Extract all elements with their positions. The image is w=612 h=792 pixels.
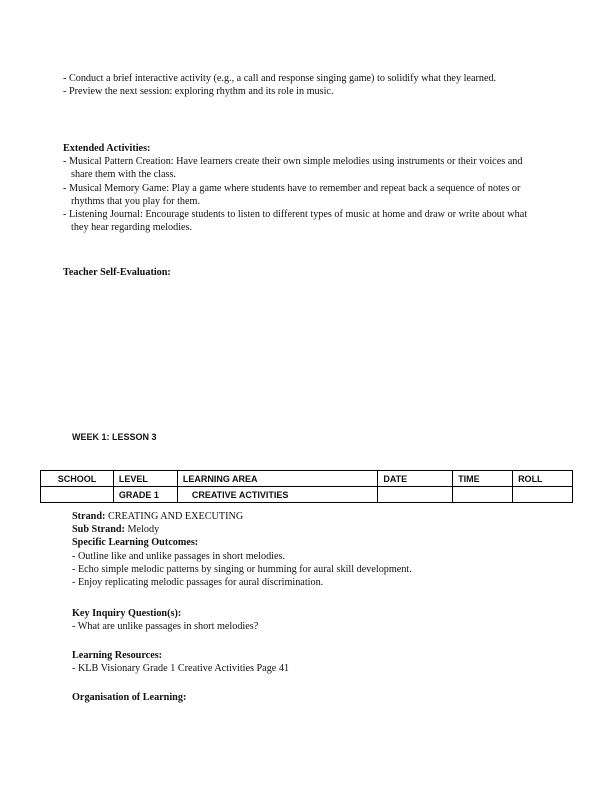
key-inquiry-heading: Key Inquiry Question(s): [72, 608, 182, 619]
strand-line [72, 510, 552, 523]
cell-level: GRADE 1 [113, 487, 177, 503]
list-item: - Musical Pattern Creation: Have learners create their own simple melodies using instruments or their voices and share them with the class. [63, 156, 523, 181]
learning-resources-section [72, 649, 552, 675]
cell-time [453, 487, 513, 503]
cell-learning-area: CREATIVE ACTIVITIES [177, 487, 378, 503]
sub-strand-value: Melody [127, 524, 160, 536]
extended-activities-heading: Extended Activities: [63, 143, 151, 154]
key-inquiry-section [72, 607, 552, 633]
list-item: - Conduct a brief interactive activity (e.g., a call and response singing game) to solidify what they learned. [63, 73, 497, 84]
sub-strand-label: Sub Strand: [72, 524, 125, 536]
header-school: SCHOOL [41, 471, 114, 487]
outcomes-heading: Specific Learning Outcomes: [72, 537, 199, 549]
sub-strand-line [72, 523, 552, 536]
header-level: LEVEL [113, 471, 177, 487]
list-item: - Enjoy replicating melodic passages for aural discrimination. [72, 577, 324, 589]
header-time: TIME [453, 471, 513, 487]
strand-value: CREATING AND EXECUTING [107, 511, 244, 522]
list-item: - Preview the next session: exploring rhythm and its role in music. [63, 86, 334, 98]
header-roll: ROLL [513, 471, 573, 487]
extended-activities-section [63, 142, 543, 234]
header-date: DATE [378, 471, 453, 487]
list-item: - Echo simple melodic patterns by singing or humming for aural skill development. [72, 563, 412, 575]
list-item: - Listening Journal: Encourage students to listen to different types of music at home and draw or write about what they hear regarding melodies. [63, 209, 528, 234]
learning-resources-heading: Learning Resources: [72, 650, 163, 661]
intro-list [63, 72, 543, 98]
cell-school [41, 487, 114, 503]
strand-section [72, 510, 552, 589]
list-item: - What are unlike passages in short melodies? [72, 621, 259, 633]
lesson-info-table [40, 470, 573, 503]
organisation-heading: Organisation of Learning: [72, 692, 187, 703]
cell-date [378, 487, 453, 503]
strand-label: Strand: [72, 511, 106, 522]
week-lesson-title: WEEK 1: LESSON 3 [72, 432, 157, 442]
table-header-row [41, 471, 573, 487]
list-item: - KLB Visionary Grade 1 Creative Activities Page 41 [72, 663, 290, 675]
list-item: - Musical Memory Game: Play a game where students have to remember and repeat back a sequence of notes or rhythms that you play for them. [63, 182, 521, 207]
list-item: - Outline like and unlike passages in short melodies. [72, 550, 286, 562]
header-learning-area: LEARNING AREA [177, 471, 378, 487]
cell-roll [513, 487, 573, 503]
table-row [41, 487, 573, 503]
self-evaluation-heading: Teacher Self-Evaluation: [63, 267, 171, 278]
